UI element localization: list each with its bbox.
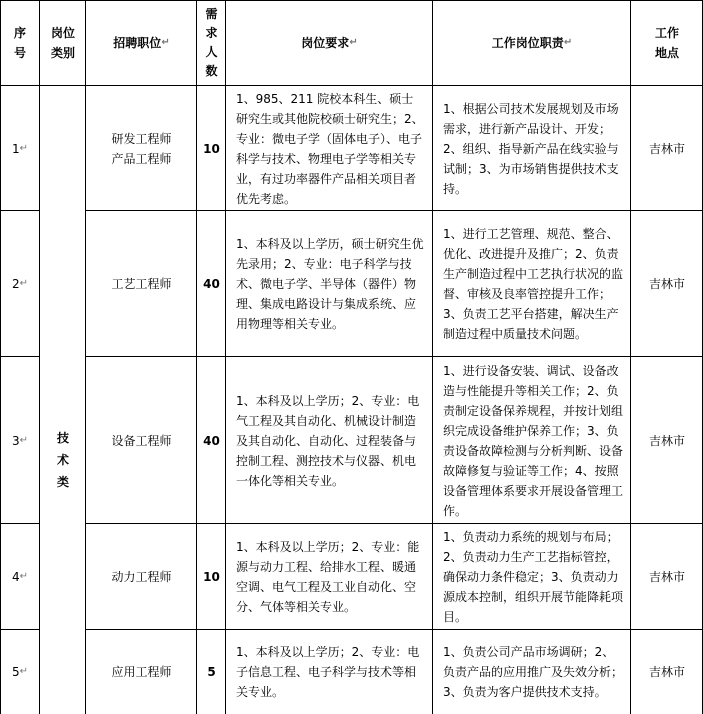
header-seq: 序 号 <box>13 26 26 60</box>
table-row-4-requirements: 1、本科及以上学历；2、专业：能源与动力工程、给排水工程、暖通空调、电气工程及工业自动化、空分、气体等相关专业。 <box>236 540 420 614</box>
table-row-3-location: 吉林市 <box>648 433 685 448</box>
table-row-3-seq: 3 ↵ <box>11 433 29 448</box>
header-category: 岗位 类别 <box>50 26 75 60</box>
table-row-4-duties: 1、负责动力系统的规划与布局；2、负责动力生产工艺指标管控，确保动力条件稳定；3、负责动力源成本控制，组织开展节能降耗项目。 <box>443 530 624 624</box>
table-row-3-position: 设备工程师 <box>111 433 172 448</box>
header-location: 工作 地点 <box>654 26 679 60</box>
table-row-2-duties: 1、进行工艺管理、规范、整合、优化、改进提升及推广；2、负责生产制造过程中工艺执行状况的监督、审核及良率管控提升工作；3、负责工艺平台搭建，解决生产制造过程中质量技术问题。 <box>443 227 624 341</box>
table-row-1-count: 10 <box>203 141 220 156</box>
header-requirements: 岗位要求 ↵ <box>301 36 358 50</box>
table-row-4-position: 动力工程师 <box>111 570 172 584</box>
header-position: 招聘职位 ↵ <box>113 36 170 50</box>
header-duties: 工作岗位职责 ↵ <box>491 36 573 50</box>
table-row-1-position: 研发工程师 产品工程师 <box>111 131 172 166</box>
table-row-3-requirements: 1、本科及以上学历；2、专业：电气工程及其自动化、机械设计制造及其自动化、自动化、过程装备与控制工程、测控技术与仪器、机电一体化等相关专业。 <box>236 393 420 488</box>
table-row-2-requirements: 1、本科及以上学历，硕士研究生优先录用；2、专业：电子科学与技术、微电子学、半导体（器件）物理、集成电路设计与集成系统、应用物理等相关专业。 <box>236 237 424 331</box>
table-row-4-location: 吉林市 <box>648 570 685 584</box>
table-row-2-position: 工艺工程师 <box>111 277 172 291</box>
table-row-5-count: 5 <box>207 665 216 679</box>
table-row-5-requirements: 1、本科及以上学历；2、专业：电子信息工程、电子科学与技术等相关专业。 <box>236 645 420 699</box>
table-row-1-location: 吉林市 <box>648 141 685 156</box>
table-row-5-seq: 5 ↵ <box>11 665 29 679</box>
table-row-1-seq: 1 ↵ <box>11 141 29 156</box>
table-row-2-location: 吉林市 <box>648 277 685 291</box>
table-row-1-duties: 1、根据公司技术发展规划及市场需求，进行新产品设计、开发；2、组织、指导新产品在线实验与试制；3、为市场销售提供技术支持。 <box>443 101 619 196</box>
table-row-4-count: 10 <box>203 570 220 584</box>
table-row-5-position: 应用工程师 <box>111 665 172 679</box>
table-row-3-duties: 1、进行设备安装、调试、设备改造与性能提升等相关工作；2、负责制定设备保养规程，并按计划组织完成设备维护保养工作；3、负责设备故障检测与分析判断、设备故障修复与验证等工作；4、按照设备管理体系要求开展设备管理工作。 <box>443 363 624 518</box>
table-row-5-location: 吉林市 <box>648 665 685 679</box>
category-cell: 技 术 类 <box>56 431 69 489</box>
table-row-2-count: 40 <box>203 277 220 291</box>
table-row-5-duties: 1、负责公司产品市场调研；2、负责产品的应用推广及失效分析；3、负责为客户提供技术支持。 <box>443 645 624 699</box>
table-row-3-count: 40 <box>203 433 220 448</box>
header-count: 需 求 人 数 <box>205 7 218 78</box>
table-row-4-seq: 4 ↵ <box>11 570 29 584</box>
table-row-1-requirements: 1、985、211 院校本科生、硕士研究生或其他院校硕士研究生；2、专业：微电子学（固体电子）、电子科学与技术、物理电子学等相关专业，有过功率器件产品相关项目者优先考虑。 <box>236 91 424 206</box>
table-row-2-seq: 2 ↵ <box>11 277 29 291</box>
